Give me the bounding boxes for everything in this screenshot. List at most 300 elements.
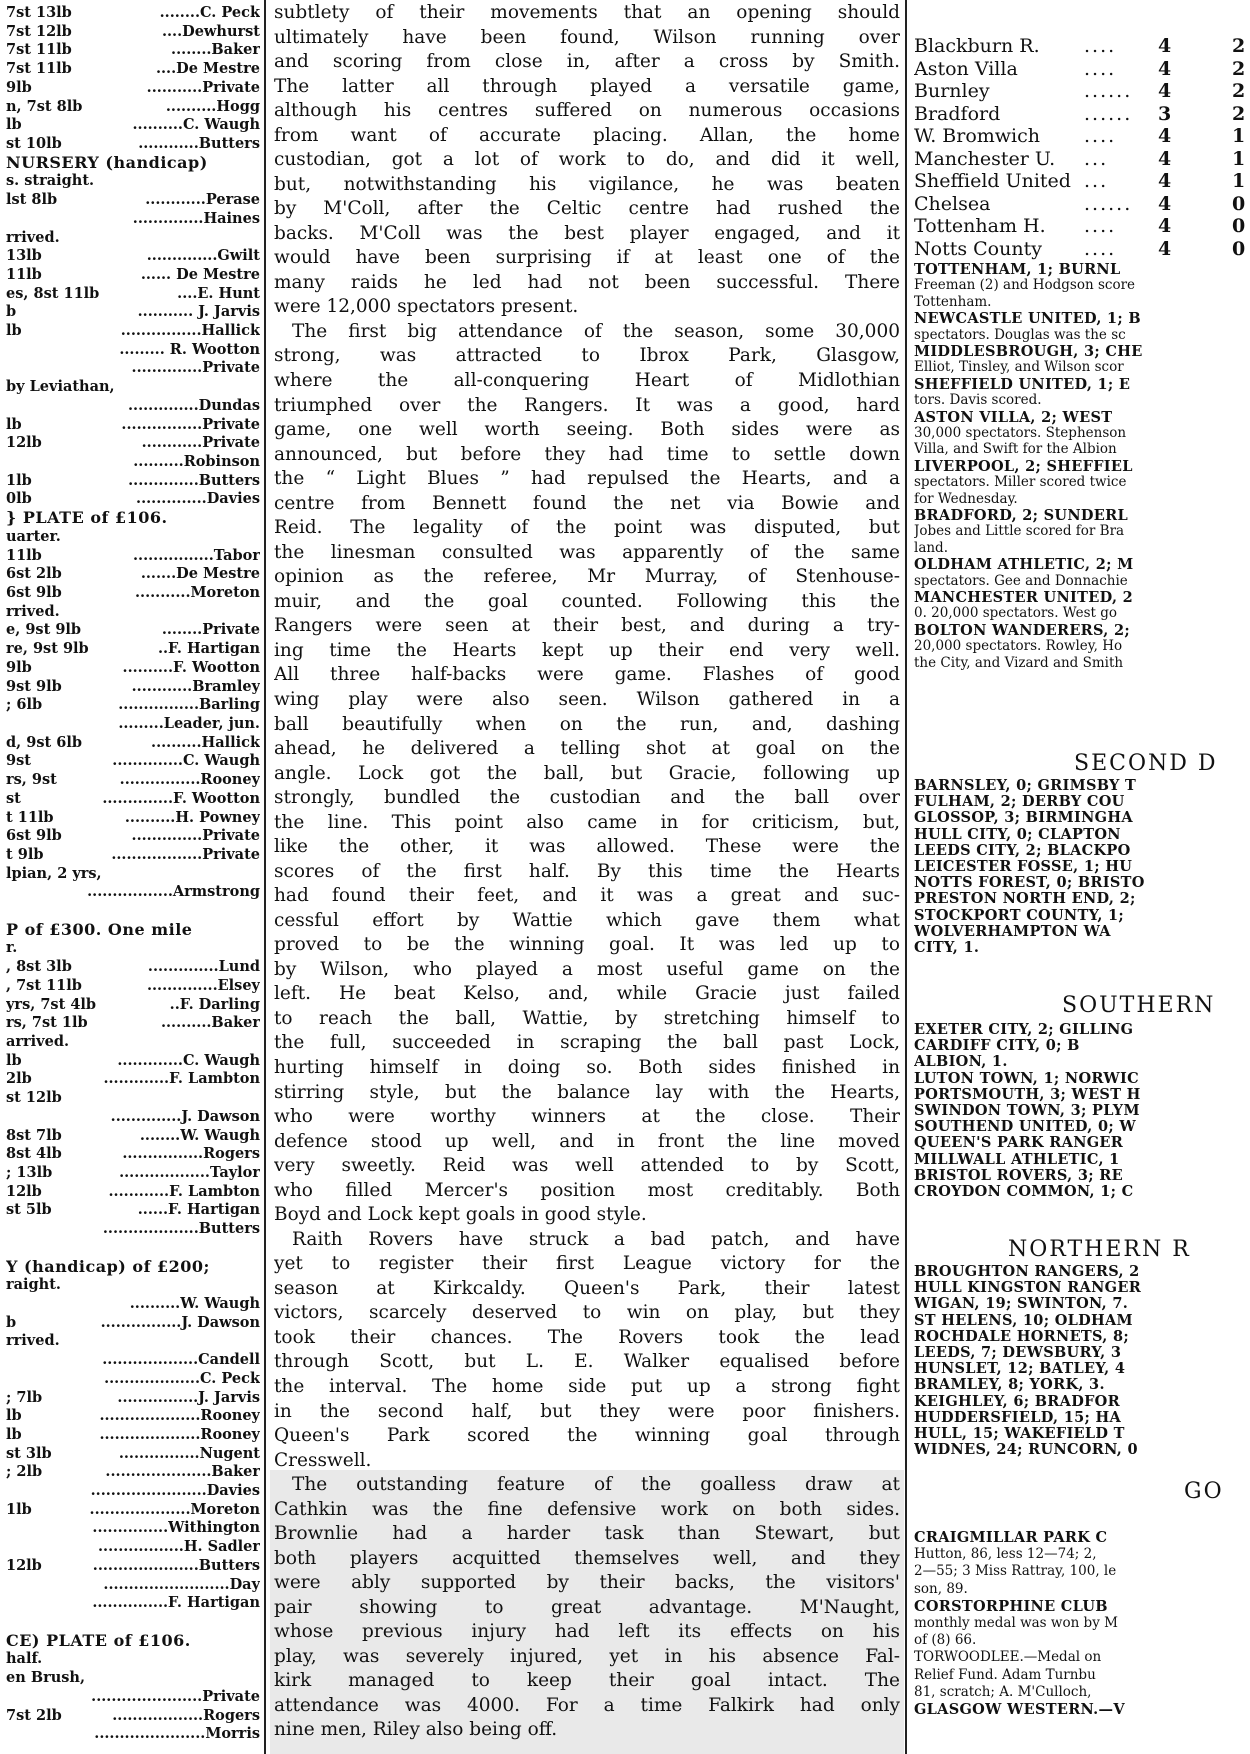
league-table-row bbox=[914, 214, 1250, 238]
report-line: by M'Coll, after the Celtic centre had rushed the bbox=[274, 198, 900, 220]
result-line: of (8) 66. bbox=[914, 1633, 977, 1649]
entry-weight: rrived. bbox=[6, 1332, 60, 1350]
entry-weight: e, 9st 9lb bbox=[6, 621, 82, 639]
racing-line bbox=[6, 1314, 260, 1332]
entry-weight: lb bbox=[6, 415, 22, 433]
entry-weight: ; 13lb bbox=[6, 1164, 53, 1181]
racing-line bbox=[6, 1707, 260, 1725]
result-line: BARNSLEY, 0; GRIMSBY T bbox=[914, 778, 1137, 793]
result-line: for Wednesday. bbox=[914, 491, 1018, 507]
games-won: 2 bbox=[1232, 57, 1246, 80]
entry-weight: 9lb bbox=[6, 658, 32, 676]
report-line: but, notwithstanding his vigilance, he was beaten bbox=[274, 173, 900, 195]
league-table-row bbox=[914, 147, 1250, 171]
entry-jockey: ..F. Darling bbox=[169, 995, 260, 1013]
entry-jockey: ..............Davies bbox=[136, 490, 260, 508]
leader-dots: ... bbox=[1084, 170, 1109, 192]
entry-jockey: ..............Dundas bbox=[127, 396, 260, 414]
games-played: 4 bbox=[1158, 35, 1172, 57]
racing-line bbox=[6, 996, 260, 1014]
racing-line bbox=[6, 210, 260, 228]
leader-dots: ...... bbox=[1084, 80, 1133, 102]
entry-jockey: ..............Gwilt bbox=[146, 247, 260, 265]
league-table-row bbox=[914, 102, 1250, 126]
report-line: ultimately have been found, Wilson running over bbox=[274, 26, 900, 48]
result-line: LUTON TOWN, 1; NORWIC bbox=[914, 1070, 1139, 1086]
racing-line bbox=[6, 1370, 260, 1388]
entry-weight: 11lb bbox=[6, 265, 42, 283]
report-line: game, one well worth seeing. Both sides were as bbox=[274, 419, 900, 441]
entry-jockey: ....Dewhurst bbox=[161, 22, 260, 40]
racing-line bbox=[6, 1351, 260, 1369]
entry-jockey: ......... R. Wootton bbox=[119, 340, 260, 358]
result-line: BOLTON WANDERERS, 2; bbox=[914, 622, 1131, 638]
entry-weight: 6st 9lb bbox=[6, 827, 62, 845]
entry-weight: st 12lb bbox=[6, 1089, 62, 1107]
games-played: 4 bbox=[1158, 237, 1172, 260]
entry-jockey: ...........Private bbox=[146, 78, 260, 96]
entry-jockey: ......................Morris bbox=[94, 1725, 260, 1743]
games-won: 2 bbox=[1232, 102, 1246, 125]
report-line: took their chances. The Rovers took the lead bbox=[274, 1326, 900, 1348]
entry-jockey: ..............J. Dawson bbox=[110, 1107, 260, 1125]
result-line: QUEEN'S PARK RANGER bbox=[914, 1135, 1124, 1151]
result-line: PORTSMOUTH, 3; WEST H bbox=[914, 1086, 1141, 1102]
games-played: 4 bbox=[1158, 80, 1172, 102]
entry-weight: r. bbox=[6, 939, 18, 957]
racing-line bbox=[6, 397, 260, 415]
result-line: NOTTS FOREST, 0; BRISTO bbox=[914, 875, 1145, 891]
entry-weight: d, 9st 6lb bbox=[6, 733, 82, 751]
entry-weight: s. straight. bbox=[6, 172, 95, 190]
team-name: Bradford bbox=[914, 102, 1001, 125]
games-won: 0 bbox=[1232, 192, 1246, 215]
entry-weight: 1lb bbox=[6, 1500, 32, 1518]
team-name: Tottenham H. bbox=[914, 215, 1046, 237]
entry-jockey: ................Tabor bbox=[132, 546, 260, 564]
racing-line bbox=[6, 1576, 260, 1594]
result-line: MILLWALL ATHLETIC, 1 bbox=[914, 1151, 1120, 1167]
team-name: Notts County bbox=[914, 237, 1042, 260]
result-line: CORSTORPHINE CLUB bbox=[914, 1598, 1108, 1614]
result-line: 30,000 spectators. Stephenson bbox=[914, 426, 1127, 441]
result-line: HUNSLET, 12; BATLEY, 4 bbox=[914, 1361, 1126, 1377]
racing-line bbox=[6, 1426, 260, 1444]
racing-line bbox=[6, 416, 260, 434]
entry-weight: by Leviathan, bbox=[6, 378, 115, 396]
entry-jockey: .....................Butters bbox=[92, 1556, 260, 1574]
entry-weight: 9lb bbox=[6, 78, 32, 96]
report-line: were 12,000 spectators present. bbox=[274, 296, 579, 318]
entry-weight: yrs, 7st 4lb bbox=[6, 995, 97, 1013]
racing-line bbox=[6, 902, 260, 920]
racing-line bbox=[6, 60, 260, 78]
report-line: wing play were also seen. Wilson gathered in a bbox=[274, 688, 900, 710]
entry-weight: P of £300. One mile bbox=[6, 920, 193, 939]
entry-jockey: ....De Mestre bbox=[155, 60, 260, 78]
report-line: from want of accurate placing. Allan, the home bbox=[274, 124, 900, 146]
racing-line bbox=[6, 1463, 260, 1481]
racing-line bbox=[6, 1501, 260, 1519]
column-rule bbox=[905, 0, 907, 1754]
entry-jockey: ..........W. Waugh bbox=[129, 1294, 260, 1312]
report-line: Reid. The legality of the point was disputed, but bbox=[274, 517, 900, 539]
games-won: 1 bbox=[1232, 147, 1246, 170]
report-line: proved to be the winning goal. It was led up to bbox=[274, 934, 900, 956]
racing-line bbox=[6, 715, 260, 733]
racing-line bbox=[6, 154, 260, 172]
result-line: ALBION, 1. bbox=[914, 1054, 1008, 1070]
result-line: HULL CITY, 0; CLAPTON bbox=[914, 826, 1121, 842]
result-line: CARDIFF CITY, 0; B bbox=[914, 1038, 1080, 1054]
entry-jockey: ..........Hogg bbox=[165, 97, 260, 115]
result-line: SHEFFIELD UNITED, 1; E bbox=[914, 376, 1131, 392]
racing-line bbox=[6, 939, 260, 957]
racing-line bbox=[6, 378, 260, 396]
entry-jockey: ..................Private bbox=[111, 845, 260, 863]
result-line: 2—55; 3 Miss Rattray, 100, le bbox=[914, 1564, 1117, 1580]
report-line: stirring style, but the balance lay with the Hearts, bbox=[274, 1081, 900, 1103]
report-line: had found their feet, and it was a great and suc- bbox=[274, 885, 900, 907]
games-won: 2 bbox=[1232, 35, 1246, 57]
racing-line bbox=[6, 247, 260, 265]
entry-weight: ; 2lb bbox=[6, 1463, 43, 1481]
racing-line bbox=[6, 1632, 260, 1650]
entry-jockey: ....................Rooney bbox=[99, 1425, 260, 1443]
entry-jockey: ..............Butters bbox=[128, 471, 260, 489]
entry-jockey: ........C. Peck bbox=[159, 4, 260, 21]
games-played: 4 bbox=[1158, 215, 1172, 237]
result-line: MIDDLESBROUGH, 3; CHE bbox=[914, 344, 1143, 359]
result-line: Tottenham. bbox=[914, 294, 992, 310]
entry-weight: CE) PLATE of £106. bbox=[6, 1631, 191, 1650]
racing-line bbox=[6, 1669, 260, 1687]
result-line: NEWCASTLE UNITED, 1; B bbox=[914, 311, 1141, 327]
entry-weight: st 10lb bbox=[6, 134, 62, 152]
report-line: and scoring from close in, after a cross by Smith. bbox=[274, 51, 900, 73]
section-heading: SOUTHERN bbox=[1062, 993, 1216, 1018]
entry-jockey: ........... J. Jarvis bbox=[137, 303, 260, 321]
entry-weight: 8st 4lb bbox=[6, 1145, 62, 1163]
result-line: Villa, and Swift for the Albion bbox=[914, 442, 1117, 458]
entry-jockey: .............C. Waugh bbox=[117, 1051, 260, 1069]
entry-jockey: .....................Baker bbox=[105, 1463, 260, 1481]
entry-jockey: ............F. Lambton bbox=[108, 1182, 260, 1200]
racing-line bbox=[6, 1276, 260, 1294]
entry-weight: 9st bbox=[6, 752, 31, 770]
racing-line bbox=[6, 809, 260, 827]
racing-line bbox=[6, 23, 260, 41]
entry-weight: en Brush, bbox=[6, 1669, 86, 1687]
report-line: victors, scarcely deserved to win on play, but they bbox=[274, 1302, 900, 1324]
entry-weight: 7st 12lb bbox=[6, 22, 72, 40]
entry-jockey: ..........Robinson bbox=[133, 453, 260, 471]
racing-line bbox=[6, 1407, 260, 1425]
racing-line bbox=[6, 977, 260, 995]
entry-jockey: ................Rogers bbox=[122, 1145, 260, 1163]
racing-line bbox=[6, 4, 260, 22]
entry-jockey: ........Private bbox=[161, 621, 260, 639]
entry-jockey: ..................Rogers bbox=[112, 1706, 260, 1724]
racing-line bbox=[6, 865, 260, 883]
report-line: ahead, he delivered a telling shot at goal on the bbox=[274, 738, 900, 760]
entry-jockey: .......................Davies bbox=[90, 1482, 260, 1500]
report-line: in the second half, but they were poor finishers. bbox=[274, 1400, 900, 1422]
report-line: muir, and the goal counted. Following this the bbox=[274, 590, 900, 612]
report-line: yet to register their first League victory for the bbox=[274, 1253, 900, 1275]
report-line: whose previous injury had left its effects on his bbox=[274, 1621, 900, 1643]
entry-jockey: ..............Elsey bbox=[146, 976, 260, 994]
report-line: attendance was 4000. For a time Falkirk had only bbox=[274, 1694, 900, 1716]
entry-weight: 7st 11lb bbox=[6, 60, 72, 78]
report-line: season at Kirkcaldy. Queen's Park, their latest bbox=[274, 1277, 900, 1299]
racing-line bbox=[6, 1052, 260, 1070]
entry-jockey: ....E. Hunt bbox=[177, 284, 260, 302]
entry-weight: lb bbox=[6, 1425, 22, 1443]
report-line: where the all-conquering Heart of Midlothian bbox=[274, 370, 900, 392]
entry-jockey: ..............F. Wootton bbox=[102, 789, 260, 807]
result-line: HULL, 15; WAKEFIELD T bbox=[914, 1426, 1125, 1441]
report-line: ball beautifully when on the run, and, dashing bbox=[274, 713, 900, 735]
racing-line bbox=[6, 359, 260, 377]
result-line: ST HELENS, 10; OLDHAM bbox=[914, 1312, 1133, 1328]
entry-jockey: ......................Private bbox=[91, 1687, 260, 1705]
games-played: 4 bbox=[1158, 147, 1172, 170]
racing-line bbox=[6, 191, 260, 209]
racing-line bbox=[6, 472, 260, 490]
entry-weight: n, 7st 8lb bbox=[6, 97, 83, 115]
entry-jockey: ................Rooney bbox=[119, 771, 260, 789]
racing-line bbox=[6, 1557, 260, 1575]
entry-jockey: ..............Private bbox=[131, 827, 260, 845]
report-line: backs. M'Coll was the best player engaged, and it bbox=[274, 222, 900, 244]
entry-weight: 7st 11lb bbox=[6, 41, 72, 59]
racing-line bbox=[6, 1127, 260, 1145]
entry-weight: , 7st 11lb bbox=[6, 976, 82, 994]
result-line: LIVERPOOL, 2; SHEFFIEL bbox=[914, 458, 1133, 474]
entry-jockey: ...............Withington bbox=[92, 1519, 260, 1537]
entry-jockey: ......F. Hartigan bbox=[137, 1201, 260, 1219]
league-table-row bbox=[914, 34, 1250, 58]
entry-weight: NURSERY (handicap) bbox=[6, 153, 208, 172]
report-line: kirk managed to keep their goal intact. The bbox=[274, 1670, 900, 1692]
result-line: GLASGOW WESTERN.—V bbox=[914, 1702, 1125, 1717]
result-line: SOUTHEND UNITED, 0; W bbox=[914, 1119, 1136, 1135]
racing-line bbox=[6, 1089, 260, 1107]
entry-weight: b bbox=[6, 1313, 17, 1331]
report-line: triumphed over the Rangers. It was a good, hard bbox=[274, 394, 900, 416]
entry-weight: 9st 9lb bbox=[6, 677, 62, 695]
entry-jockey: ..................Taylor bbox=[119, 1164, 260, 1181]
report-line: cessful effort by Wattie which gave them what bbox=[274, 909, 900, 931]
entry-weight: 2lb bbox=[6, 1070, 32, 1088]
entry-jockey: ....................Rooney bbox=[99, 1407, 260, 1425]
result-line: spectators. Gee and Donnachie bbox=[914, 573, 1128, 589]
team-name: Burnley bbox=[914, 80, 990, 102]
games-won: 2 bbox=[1232, 80, 1246, 102]
leader-dots: ... bbox=[1084, 147, 1109, 170]
racing-line bbox=[6, 1688, 260, 1706]
entry-weight: rrived. bbox=[6, 228, 60, 246]
team-name: Aston Villa bbox=[914, 57, 1018, 80]
games-won: 1 bbox=[1232, 125, 1246, 147]
entry-jockey: ..........C. Waugh bbox=[132, 116, 260, 134]
entry-weight: lpian, 2 yrs, bbox=[6, 864, 102, 882]
racing-line bbox=[6, 846, 260, 864]
report-line: very sweetly. Reid was well attended to by Scott, bbox=[274, 1155, 900, 1177]
racing-line bbox=[6, 1220, 260, 1238]
entry-jockey: ..............Lund bbox=[147, 958, 260, 976]
racing-line bbox=[6, 172, 260, 190]
section-heading: GO bbox=[1184, 1479, 1224, 1504]
racing-line bbox=[6, 1594, 260, 1612]
league-table-row bbox=[914, 169, 1250, 193]
racing-line bbox=[6, 584, 260, 602]
entry-jockey: ..............Haines bbox=[132, 209, 260, 227]
result-line: spectators. Miller scored twice bbox=[914, 475, 1127, 491]
result-line: tors. Davis scored. bbox=[914, 393, 1042, 409]
games-played: 4 bbox=[1158, 125, 1172, 147]
report-line: The latter all through played a versatile game, bbox=[274, 75, 900, 97]
report-line: nine men, Riley also being off. bbox=[274, 1719, 558, 1741]
games-won: 1 bbox=[1232, 170, 1246, 192]
report-line: the line. This point also came in for criticism, but, bbox=[274, 811, 900, 833]
report-line: would have been surprising if at least one of the bbox=[274, 247, 900, 269]
leader-dots: .... bbox=[1084, 237, 1117, 260]
result-line: ASTON VILLA, 2; WEST bbox=[914, 409, 1113, 425]
entry-weight: re, 9st 9lb bbox=[6, 640, 89, 658]
entry-weight: 6st 2lb bbox=[6, 565, 62, 583]
report-line: angle. Lock got the ball, but Gracie, following up bbox=[274, 762, 900, 784]
entry-jockey: ..F. Hartigan bbox=[157, 640, 260, 658]
result-line: BRADFORD, 2; SUNDERL bbox=[914, 508, 1128, 523]
entry-jockey: .................H. Sadler bbox=[98, 1538, 260, 1556]
entry-weight: ; 7lb bbox=[6, 1388, 43, 1406]
result-line: BRISTOL ROVERS, 3; RE bbox=[914, 1167, 1123, 1183]
team-name: Chelsea bbox=[914, 192, 991, 215]
report-line: by Wilson, who played a most useful game on the bbox=[274, 958, 900, 980]
leader-dots: .... bbox=[1084, 57, 1117, 80]
entry-weight: raight. bbox=[6, 1276, 61, 1294]
racing-line bbox=[6, 1033, 260, 1051]
racing-line bbox=[6, 1725, 260, 1743]
entry-jockey: ...........Moreton bbox=[134, 584, 260, 601]
racing-line bbox=[6, 1145, 260, 1163]
racing-results-column bbox=[0, 0, 262, 1754]
racing-line bbox=[6, 528, 260, 546]
games-played: 4 bbox=[1158, 57, 1172, 80]
report-line: The first big attendance of the season, some 30,000 bbox=[292, 320, 900, 342]
entry-weight: , 8st 3lb bbox=[6, 958, 72, 976]
entry-jockey: ..............C. Waugh bbox=[112, 752, 260, 770]
entry-weight: } PLATE of £106. bbox=[6, 509, 168, 528]
racing-line bbox=[6, 116, 260, 134]
report-line: who filled Mercer's position most creditably. Both bbox=[274, 1179, 900, 1201]
result-line: CITY, 1. bbox=[914, 940, 980, 955]
entry-weight: lst 8lb bbox=[6, 191, 58, 209]
entry-jockey: ..........H. Powney bbox=[124, 808, 260, 826]
result-line: LEEDS, 7; DEWSBURY, 3 bbox=[914, 1345, 1122, 1360]
result-line: BROUGHTON RANGERS, 2 bbox=[914, 1264, 1140, 1279]
report-line: All three half-backs were game. Flashes of good bbox=[274, 664, 900, 686]
section-heading: SECOND D bbox=[1074, 751, 1218, 776]
result-line: TOTTENHAM, 1; BURNL bbox=[914, 262, 1121, 277]
league-column bbox=[910, 0, 1250, 1754]
entry-jockey: ...... De Mestre bbox=[140, 265, 260, 283]
racing-line bbox=[6, 434, 260, 452]
report-line: Raith Rovers have struck a bad patch, and have bbox=[292, 1228, 900, 1250]
entry-jockey: .......De Mestre bbox=[140, 565, 260, 583]
racing-line bbox=[6, 1070, 260, 1088]
entry-weight: b bbox=[6, 303, 17, 321]
entry-weight: 7st 2lb bbox=[6, 1706, 62, 1724]
leader-dots: .... bbox=[1084, 125, 1117, 147]
entry-jockey: ................Private bbox=[121, 415, 260, 433]
racing-line bbox=[6, 1108, 260, 1126]
report-line: custodian, got a lot of work to do, and did it well, bbox=[274, 149, 900, 171]
result-line: son, 89. bbox=[914, 1581, 968, 1597]
result-line: Relief Fund. Adam Turnbu bbox=[914, 1667, 1096, 1683]
racing-line bbox=[6, 696, 260, 714]
result-line: FULHAM, 2; DERBY COU bbox=[914, 794, 1125, 810]
entry-weight: uarter. bbox=[6, 527, 61, 545]
entry-weight: half. bbox=[6, 1650, 43, 1668]
league-table-row bbox=[914, 237, 1250, 261]
report-line: subtlety of their movements that an opening should bbox=[274, 2, 900, 23]
racing-line bbox=[6, 79, 260, 97]
report-line: scores of the first half. By this time the Hearts bbox=[274, 860, 900, 882]
racing-line bbox=[6, 771, 260, 789]
result-line: PRESTON NORTH END, 2; bbox=[914, 891, 1136, 907]
report-line: the linesman consulted was apparently of the same bbox=[274, 541, 900, 563]
entry-jockey: ................J. Jarvis bbox=[117, 1388, 260, 1406]
entry-jockey: ...................Candell bbox=[102, 1351, 260, 1369]
entry-weight: st 3lb bbox=[6, 1444, 52, 1462]
racing-line bbox=[6, 1183, 260, 1201]
result-line: LEEDS CITY, 2; BLACKPO bbox=[914, 842, 1131, 858]
racing-line bbox=[6, 1014, 260, 1032]
racing-line bbox=[6, 1258, 260, 1276]
racing-line bbox=[6, 135, 260, 153]
entry-weight: 13lb bbox=[6, 247, 42, 265]
entry-weight: rs, 7st 1lb bbox=[6, 1014, 88, 1032]
report-line: through Scott, but L. E. Walker equalised before bbox=[274, 1351, 900, 1373]
racing-line bbox=[6, 341, 260, 359]
result-line: Jobes and Little scored for Bra bbox=[914, 524, 1125, 540]
league-table-row bbox=[914, 192, 1250, 216]
games-won: 0 bbox=[1232, 215, 1246, 237]
entry-jockey: ..............Private bbox=[131, 359, 260, 377]
report-line: many raids he led had not been successful. There bbox=[274, 271, 900, 293]
racing-line bbox=[6, 1482, 260, 1500]
entry-jockey: ........Baker bbox=[171, 41, 260, 59]
racing-line bbox=[6, 958, 260, 976]
racing-line bbox=[6, 1332, 260, 1350]
team-name: Manchester U. bbox=[914, 147, 1056, 170]
team-name: Sheffield United bbox=[914, 170, 1071, 192]
games-played: 4 bbox=[1158, 170, 1172, 192]
league-table-row bbox=[914, 57, 1250, 81]
report-line: the full, succeeded in scraping the ball past Lock, bbox=[274, 1032, 900, 1054]
racing-line bbox=[6, 752, 260, 770]
football-report-column bbox=[270, 0, 904, 1754]
entry-jockey: ........W. Waugh bbox=[139, 1126, 260, 1144]
result-line: LEICESTER FOSSE, 1; HU bbox=[914, 859, 1133, 874]
racing-line bbox=[6, 921, 260, 939]
result-line: WOLVERHAMPTON WA bbox=[914, 923, 1111, 939]
report-line: centre from Bennett found the net via Bowie and bbox=[274, 492, 900, 514]
report-line: Rangers were seen at their best, and during a try- bbox=[274, 615, 900, 637]
